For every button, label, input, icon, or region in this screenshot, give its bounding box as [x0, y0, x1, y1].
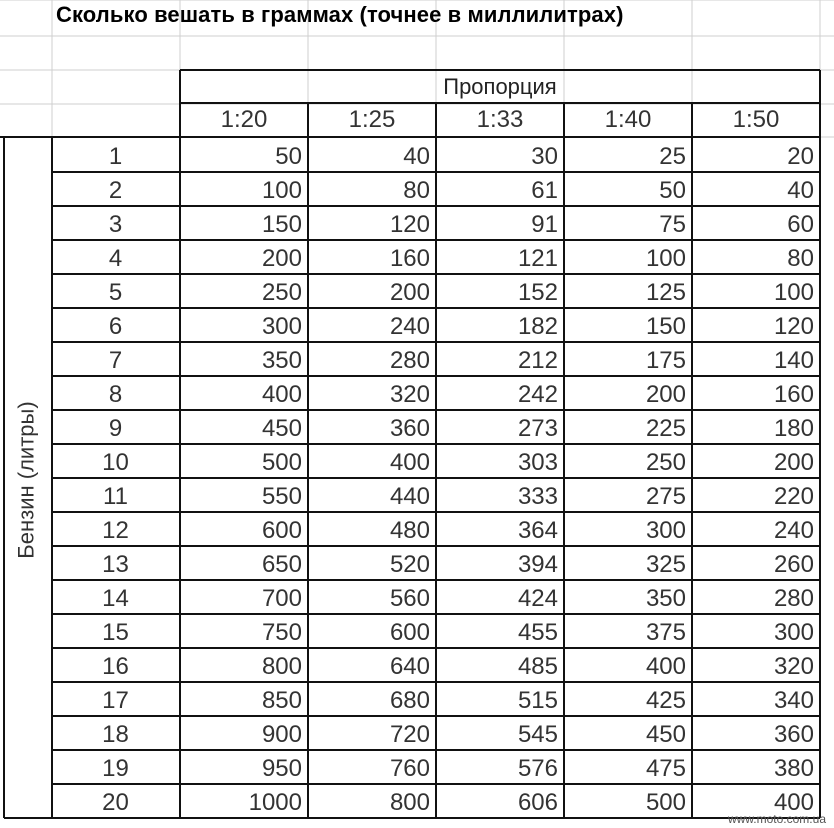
table-cell: 340: [773, 687, 814, 714]
liters-row-header: 2: [108, 177, 123, 204]
table-cell: 200: [261, 245, 302, 272]
liters-row-header: 7: [108, 347, 123, 374]
liters-row-header: 17: [102, 687, 129, 714]
table-cell: 260: [773, 551, 814, 578]
table-cell: 100: [773, 279, 814, 306]
table-cell: 175: [645, 347, 686, 374]
table-cell: 760: [389, 755, 430, 782]
table-cell: 606: [517, 789, 558, 816]
table-cell: 150: [261, 211, 302, 238]
table-cell: 300: [773, 619, 814, 646]
table-cell: 500: [261, 449, 302, 476]
table-cell: 50: [275, 143, 302, 170]
table-cell: 400: [389, 449, 430, 476]
liters-row-header: 10: [102, 449, 129, 476]
table-cell: 475: [645, 755, 686, 782]
table-cell: 485: [517, 653, 558, 680]
table-cell: 560: [389, 585, 430, 612]
table-cell: 424: [517, 585, 558, 612]
liters-row-header: 16: [102, 653, 129, 680]
table-cell: 30: [531, 143, 558, 170]
liters-row-header: 11: [103, 483, 128, 510]
table-cell: 380: [773, 755, 814, 782]
table-cell: 160: [389, 245, 430, 272]
table-cell: 152: [517, 279, 558, 306]
liters-row-header: 8: [108, 381, 123, 408]
table-cell: 750: [261, 619, 302, 646]
proportion-column-header: 1:33: [476, 106, 524, 133]
page-title: Сколько вешать в граммах (точнее в миллилитрах): [56, 2, 624, 27]
table-cell: 545: [517, 721, 558, 748]
liters-row-header: 20: [102, 789, 129, 816]
liters-row-header: 19: [102, 755, 129, 782]
table-cell: 280: [389, 347, 430, 374]
table-cell: 500: [645, 789, 686, 816]
table-cell: 300: [645, 517, 686, 544]
liters-row-header: 5: [108, 279, 123, 306]
table-cell: 40: [787, 177, 814, 204]
table-cell: 450: [261, 415, 302, 442]
table-cell: 182: [517, 313, 558, 340]
table-cell: 121: [517, 245, 558, 272]
table-cell: 60: [787, 211, 814, 238]
table-cell: 364: [517, 517, 558, 544]
table-cell: 360: [389, 415, 430, 442]
table-cell: 600: [389, 619, 430, 646]
table-cell: 320: [773, 653, 814, 680]
table-cell: 212: [517, 347, 558, 374]
table-cell: 400: [261, 381, 302, 408]
liters-row-header: 6: [108, 313, 123, 340]
table-cell: 250: [261, 279, 302, 306]
table-cell: 515: [517, 687, 558, 714]
table-cell: 800: [389, 789, 430, 816]
liters-row-header: 14: [102, 585, 129, 612]
table-cell: 240: [389, 313, 430, 340]
table-cell: 200: [645, 381, 686, 408]
table-cell: 1000: [248, 789, 302, 816]
liters-row-header: 1: [108, 143, 123, 170]
table-cell: 600: [261, 517, 302, 544]
table-cell: 273: [517, 415, 558, 442]
table-cell: 850: [261, 687, 302, 714]
table-cell: 450: [645, 721, 686, 748]
table-cell: 400: [773, 789, 814, 816]
liters-row-header: 3: [108, 211, 123, 238]
table-cell: 350: [645, 585, 686, 612]
table-cell: 250: [645, 449, 686, 476]
table-cell: 275: [645, 483, 686, 510]
table-cell: 300: [261, 313, 302, 340]
table-cell: 394: [517, 551, 558, 578]
table-cell: 50: [659, 177, 686, 204]
table-cell: 100: [645, 245, 686, 272]
table-cell: 75: [659, 211, 686, 238]
liters-row-header: 15: [102, 619, 129, 646]
table-cell: 455: [517, 619, 558, 646]
table-cell: 550: [261, 483, 302, 510]
table-cell: 576: [517, 755, 558, 782]
table-cell: 280: [773, 585, 814, 612]
proportion-column-header: 1:25: [348, 106, 396, 133]
table-cell: 242: [517, 381, 558, 408]
table-cell: 80: [787, 245, 814, 272]
table-cell: 225: [645, 415, 686, 442]
table-cell: 700: [261, 585, 302, 612]
liters-row-header: 9: [108, 415, 123, 442]
table-cell: 800: [261, 653, 302, 680]
liters-row-header: 18: [102, 721, 129, 748]
table-cell: 220: [773, 483, 814, 510]
table-cell: 200: [773, 449, 814, 476]
proportion-header: Пропорция: [443, 73, 557, 99]
table-cell: 140: [773, 347, 814, 374]
table-cell: 61: [531, 177, 558, 204]
table-cell: 680: [389, 687, 430, 714]
table-cell: 120: [773, 313, 814, 340]
table-cell: 440: [389, 483, 430, 510]
liters-row-header: 4: [108, 245, 123, 272]
table-cell: 150: [645, 313, 686, 340]
table-cell: 125: [645, 279, 686, 306]
watermark: www.moto.com.ua: [727, 812, 826, 826]
proportion-column-header: 1:50: [732, 106, 780, 133]
table-cell: 650: [261, 551, 302, 578]
table-cell: 200: [389, 279, 430, 306]
table-cell: 425: [645, 687, 686, 714]
table-cell: 950: [261, 755, 302, 782]
table-cell: 350: [261, 347, 302, 374]
table-cell: 20: [787, 143, 814, 170]
proportion-column-header: 1:40: [604, 106, 652, 133]
table-cell: 120: [389, 211, 430, 238]
table-cell: 320: [389, 381, 430, 408]
table-cell: 720: [389, 721, 430, 748]
table-cell: 91: [531, 211, 558, 238]
table-cell: 360: [773, 721, 814, 748]
row-axis-label-text: Бензин (литры): [14, 401, 39, 559]
table-cell: 25: [659, 143, 686, 170]
table-cell: 520: [389, 551, 430, 578]
liters-row-header: 13: [102, 551, 129, 578]
table-cell: 640: [389, 653, 430, 680]
table-cell: 333: [517, 483, 558, 510]
table-cell: 400: [645, 653, 686, 680]
table-cell: 303: [517, 449, 558, 476]
proportion-column-header: 1:20: [220, 106, 268, 133]
table-cell: 160: [773, 381, 814, 408]
table-cell: 480: [389, 517, 430, 544]
table-cell: 80: [403, 177, 430, 204]
table-cell: 40: [403, 143, 430, 170]
table-cell: 240: [773, 517, 814, 544]
table-cell: 900: [261, 721, 302, 748]
table-cell: 325: [645, 551, 686, 578]
table-cell: 100: [261, 177, 302, 204]
row-axis-label: [4, 140, 50, 820]
liters-row-header: 12: [102, 517, 129, 544]
table-cell: 180: [773, 415, 814, 442]
table-cell: 375: [645, 619, 686, 646]
